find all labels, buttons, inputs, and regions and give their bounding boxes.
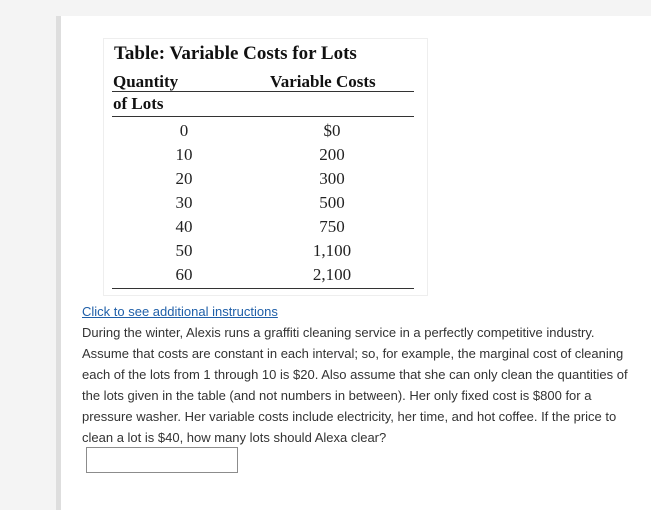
variable-costs-table bbox=[103, 38, 428, 296]
table-row bbox=[104, 263, 429, 287]
table-row bbox=[104, 167, 429, 191]
question-text-block bbox=[82, 301, 632, 448]
table-row bbox=[104, 143, 429, 167]
cell-quantity: 20 bbox=[175, 169, 193, 188]
cell-quantity: 50 bbox=[175, 241, 193, 260]
header-quantity-line1: Quantity bbox=[113, 72, 179, 91]
cell-cost: 300 bbox=[319, 169, 345, 188]
table-rule-header bbox=[112, 116, 414, 117]
additional-instructions-link[interactable]: Click to see additional instructions bbox=[82, 304, 278, 319]
cell-cost: 500 bbox=[319, 193, 345, 212]
cell-quantity: 40 bbox=[175, 217, 193, 236]
cell-quantity: 30 bbox=[175, 193, 193, 212]
cell-cost: 750 bbox=[319, 217, 345, 236]
header-variable-costs: Variable Costs bbox=[270, 72, 376, 91]
table-row bbox=[104, 119, 429, 143]
cell-cost: 2,100 bbox=[312, 265, 352, 284]
table-body bbox=[104, 119, 429, 287]
answer-input[interactable] bbox=[86, 447, 238, 473]
table-row bbox=[104, 191, 429, 215]
table-title: Table: Variable Costs for Lots bbox=[114, 43, 357, 64]
cell-quantity: 0 bbox=[179, 121, 189, 140]
cell-quantity: 10 bbox=[175, 145, 193, 164]
question-text: During the winter, Alexis runs a graffiti cleaning service in a perfectly competitive industry. Assume that costs are constant in each interval; so, for example, the marginal cost of cleaning each of the lots from 1 through 10 is $20. Also assume that she can only clean the quantities of the lots given in the table (and not numbers in between). Her only fixed cost is $800 for a pressure washer. Her variable costs include electricity, her time, and hot coffee. If the price to clean a lot is $40, how many lots should Alexa clear? bbox=[82, 325, 628, 445]
cell-cost: 1,100 bbox=[312, 241, 352, 260]
header-quantity-line2: of Lots bbox=[113, 94, 164, 113]
cell-cost: $0 bbox=[323, 121, 341, 140]
header-quantity bbox=[113, 71, 178, 115]
table-rule-bottom bbox=[112, 288, 414, 289]
table-row bbox=[104, 215, 429, 239]
cell-quantity: 60 bbox=[175, 265, 193, 284]
cell-cost: 200 bbox=[319, 145, 345, 164]
table-rule-top bbox=[112, 91, 414, 92]
table-row bbox=[104, 239, 429, 263]
